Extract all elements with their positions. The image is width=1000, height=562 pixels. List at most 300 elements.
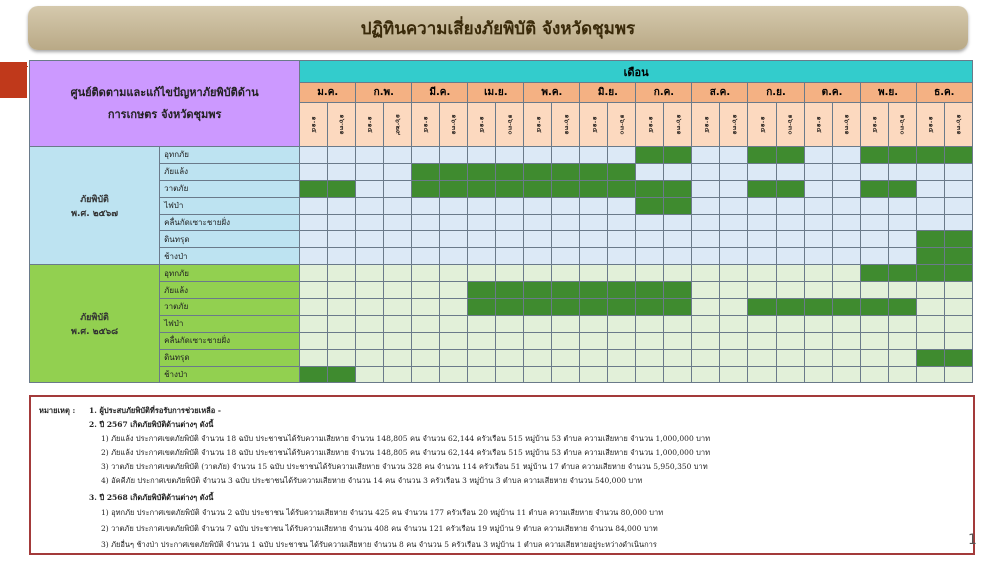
month-name: พ.ย. [860,83,916,103]
risk-cell-empty [748,265,776,282]
half-month-label: ๑๖-๓๐ [506,114,515,135]
risk-cell-empty [776,282,804,299]
half-month-label: ๑๖-๓๐ [618,114,627,135]
half-month-label: ๑๖-๓๑ [338,114,347,135]
risk-cell-empty [580,366,608,383]
risk-cell-empty [888,349,916,366]
half-month-label: ๑๖-๓๑ [730,114,739,135]
risk-cell-active [580,180,608,197]
risk-cell-empty [888,332,916,349]
risk-cell-empty [580,332,608,349]
risk-cell-empty [664,214,692,231]
note-line: 1) ภัยแล้ง ประกาศเขตภัยพิบัติ จำนวน 18 ฉบับ ประชาชนได้รับความเสียหาย จำนวน 148,805 คน จำนวน 62,144 ครัวเรือน 515 หมู่บ้าน 53 ตำบล ความเสียหาย จำนวน 1,000,000 บาท [101,434,711,443]
risk-cell-empty [888,366,916,383]
risk-cell-empty [860,282,888,299]
risk-cell-empty [356,147,384,164]
risk-cell-active [916,349,944,366]
table-row [30,315,973,332]
year-group-title: ภัยพิบัติ [80,194,109,205]
risk-cell-empty [496,332,524,349]
half-month-label: ๑๖-๓๑ [674,114,683,135]
risk-cell-empty [552,332,580,349]
risk-cell-empty [636,214,664,231]
risk-cell-empty [524,366,552,383]
risk-cell-empty [832,197,860,214]
risk-cell-empty [692,282,720,299]
risk-cell-active [916,231,944,248]
month-name: ต.ค. [804,83,860,103]
risk-cell-active [944,231,972,248]
risk-cell-empty [664,366,692,383]
risk-cell-active [776,299,804,316]
risk-cell-empty [356,214,384,231]
risk-cell-empty [440,214,468,231]
risk-cell-empty [412,282,440,299]
risk-cell-empty [860,366,888,383]
half-month-label: ๑-๑๕ [478,116,487,133]
risk-cell-empty [440,366,468,383]
risk-cell-empty [636,332,664,349]
risk-calendar-table [29,60,973,383]
note-line: 2) วาตภัย ประกาศเขตภัยพิบัติ จำนวน 7 ฉบับ ประชาชน ได้รับความเสียหาย จำนวน 408 คน จำนวน 121 ครัวเรือน 19 หมู่บ้าน 9 ตำบล ความเสียหาย จำนวน 84,000 บาท [101,524,658,533]
decorative-red-square [0,62,27,98]
hazard-label: ไฟป่า [160,315,300,332]
half-month-range [384,103,412,147]
risk-cell-empty [916,180,944,197]
risk-cell-empty [356,299,384,316]
risk-cell-empty [664,231,692,248]
risk-cell-empty [524,265,552,282]
half-month-label: ๑-๑๕ [758,116,767,133]
month-name: พ.ค. [524,83,580,103]
risk-cell-empty [692,163,720,180]
risk-cell-empty [692,366,720,383]
half-month-range [496,103,524,147]
risk-cell-empty [748,332,776,349]
risk-cell-empty [384,332,412,349]
note-line: 3) ภัยอื่นๆ ช้างป่า ประกาศเขตภัยพิบัติ จำนวน 1 ฉบับ ประชาชน ได้รับความเสียหาย จำนวน 8 คน จำนวน 5 ครัวเรือน 3 หมู่บ้าน 1 ตำบล ความเสียหายอยู่ระหว่างดำเนินการ [101,540,657,549]
risk-cell-empty [608,315,636,332]
half-month-range [832,103,860,147]
risk-cell-empty [804,366,832,383]
risk-cell-empty [692,332,720,349]
hazard-label: อุทกภัย [160,265,300,282]
risk-cell-empty [412,214,440,231]
risk-cell-active [328,366,356,383]
half-month-label: ๑-๑๕ [702,116,711,133]
slide-number: 1 [968,532,977,548]
risk-cell-empty [776,248,804,265]
risk-cell-empty [916,332,944,349]
risk-cell-empty [440,197,468,214]
half-month-label: ๑-๑๕ [814,116,823,133]
risk-cell-empty [720,366,748,383]
hazard-label: ดินทรุด [160,349,300,366]
half-month-range [944,103,972,147]
risk-cell-empty [384,349,412,366]
risk-cell-empty [328,214,356,231]
risk-cell-empty [664,315,692,332]
risk-cell-empty [524,315,552,332]
table-row [30,349,973,366]
risk-cell-empty [636,248,664,265]
risk-cell-empty [384,299,412,316]
risk-cell-active [440,163,468,180]
risk-cell-empty [468,332,496,349]
risk-cell-empty [356,315,384,332]
table-row [30,332,973,349]
month-name: เม.ย. [468,83,524,103]
risk-cell-empty [356,332,384,349]
risk-cell-empty [440,332,468,349]
risk-cell-empty [860,197,888,214]
risk-cell-empty [692,197,720,214]
half-month-label: ๑๖-๓๐ [898,114,907,135]
risk-cell-empty [496,231,524,248]
risk-cell-active [664,282,692,299]
risk-cell-empty [608,197,636,214]
risk-cell-empty [580,197,608,214]
risk-cell-empty [636,315,664,332]
risk-cell-active [440,180,468,197]
risk-cell-empty [692,349,720,366]
risk-cell-empty [468,197,496,214]
risk-cell-empty [636,349,664,366]
risk-cell-empty [748,231,776,248]
risk-cell-empty [524,197,552,214]
risk-cell-empty [300,349,328,366]
risk-cell-active [664,197,692,214]
half-month-label: ๑๖-๓๑ [954,114,963,135]
risk-cell-empty [384,163,412,180]
risk-cell-empty [916,214,944,231]
risk-cell-active [636,180,664,197]
risk-cell-active [300,180,328,197]
risk-cell-empty [832,231,860,248]
risk-cell-active [496,299,524,316]
risk-cell-active [748,147,776,164]
risk-cell-empty [888,163,916,180]
risk-cell-empty [888,248,916,265]
risk-cell-empty [580,214,608,231]
half-month-range [328,103,356,147]
year-group-label [30,265,160,383]
risk-cell-empty [384,231,412,248]
risk-cell-empty [356,366,384,383]
risk-cell-empty [804,197,832,214]
risk-cell-empty [804,332,832,349]
risk-cell-active [916,248,944,265]
half-month-range [300,103,328,147]
hazard-label: ไฟป่า [160,197,300,214]
risk-cell-empty [888,197,916,214]
risk-cell-empty [552,248,580,265]
risk-cell-empty [356,265,384,282]
risk-cell-active [888,299,916,316]
risk-cell-empty [636,163,664,180]
risk-cell-empty [720,180,748,197]
risk-cell-empty [748,366,776,383]
month-name: ธ.ค. [916,83,972,103]
half-month-label: ๑-๑๕ [646,116,655,133]
risk-cell-empty [356,282,384,299]
risk-cell-empty [720,332,748,349]
risk-cell-empty [692,299,720,316]
risk-cell-empty [748,197,776,214]
half-month-label: ๑๖-๓๑ [562,114,571,135]
risk-cell-empty [888,315,916,332]
risk-cell-empty [776,349,804,366]
risk-cell-empty [636,231,664,248]
risk-cell-empty [888,282,916,299]
table-row [30,180,973,197]
risk-cell-empty [944,197,972,214]
risk-cell-empty [944,332,972,349]
risk-cell-empty [496,248,524,265]
risk-cell-empty [328,163,356,180]
risk-cell-empty [608,265,636,282]
risk-cell-empty [692,147,720,164]
hazard-label: ภัยแล้ง [160,163,300,180]
risk-cell-active [412,163,440,180]
risk-cell-empty [328,315,356,332]
risk-cell-active [748,180,776,197]
risk-cell-empty [608,214,636,231]
risk-cell-empty [384,147,412,164]
risk-cell-empty [860,332,888,349]
risk-cell-active [860,299,888,316]
risk-cell-empty [412,231,440,248]
risk-cell-empty [328,332,356,349]
half-month-label: ๑-๑๕ [310,116,319,133]
half-month-label: ๑-๑๕ [422,116,431,133]
risk-cell-empty [384,366,412,383]
risk-cell-empty [300,197,328,214]
risk-cell-empty [832,180,860,197]
risk-cell-empty [748,349,776,366]
risk-cell-empty [496,197,524,214]
risk-cell-empty [720,214,748,231]
risk-cell-active [664,147,692,164]
risk-cell-empty [804,265,832,282]
risk-cell-empty [944,299,972,316]
half-month-range [412,103,440,147]
half-month-range [356,103,384,147]
risk-cell-active [524,180,552,197]
header-center-name [30,61,300,147]
risk-cell-empty [748,214,776,231]
risk-cell-active [748,299,776,316]
risk-cell-empty [804,231,832,248]
half-month-label: ๑-๑๕ [926,116,935,133]
risk-cell-empty [916,282,944,299]
risk-cell-empty [720,315,748,332]
risk-cell-empty [608,231,636,248]
risk-cell-empty [496,265,524,282]
risk-cell-empty [664,349,692,366]
risk-cell-empty [384,315,412,332]
risk-cell-empty [888,214,916,231]
risk-cell-empty [860,315,888,332]
risk-cell-empty [580,231,608,248]
risk-cell-empty [692,265,720,282]
risk-cell-empty [580,265,608,282]
risk-cell-empty [608,332,636,349]
risk-cell-empty [776,332,804,349]
risk-cell-empty [412,197,440,214]
risk-cell-empty [356,248,384,265]
risk-cell-active [804,299,832,316]
risk-cell-empty [496,147,524,164]
half-month-range [608,103,636,147]
risk-cell-empty [524,332,552,349]
risk-cell-empty [804,180,832,197]
month-name: ส.ค. [692,83,748,103]
risk-cell-empty [580,349,608,366]
risk-cell-active [860,265,888,282]
risk-cell-empty [300,248,328,265]
half-month-range [776,103,804,147]
month-name: มี.ค. [412,83,468,103]
risk-cell-empty [412,332,440,349]
decorative-red-line [0,66,28,67]
risk-cell-empty [524,214,552,231]
risk-cell-empty [468,349,496,366]
risk-cell-empty [356,163,384,180]
hazard-label: อุทกภัย [160,147,300,164]
hazard-label: วาตภัย [160,299,300,316]
half-month-label: ๑๖-๓๐ [786,114,795,135]
risk-cell-empty [720,248,748,265]
risk-cell-empty [608,248,636,265]
risk-cell-empty [552,197,580,214]
risk-cell-active [468,163,496,180]
half-month-range [720,103,748,147]
risk-cell-empty [328,299,356,316]
table-row [30,197,973,214]
risk-cell-empty [356,180,384,197]
risk-cell-empty [468,147,496,164]
risk-cell-empty [300,332,328,349]
note-line: 1. ผู้ประสบภัยพิบัติที่รอรับการช่วยเหลือ - [89,406,221,415]
risk-cell-empty [440,147,468,164]
risk-cell-empty [552,147,580,164]
risk-cell-empty [496,315,524,332]
risk-cell-active [888,265,916,282]
risk-cell-empty [328,197,356,214]
risk-cell-empty [412,315,440,332]
risk-cell-empty [328,231,356,248]
risk-cell-empty [916,299,944,316]
risk-cell-empty [860,231,888,248]
risk-cell-active [580,282,608,299]
risk-cell-empty [692,315,720,332]
risk-cell-active [944,147,972,164]
risk-cell-empty [524,349,552,366]
risk-cell-empty [944,366,972,383]
risk-cell-active [468,299,496,316]
risk-cell-empty [916,197,944,214]
risk-cell-active [916,147,944,164]
risk-cell-empty [664,248,692,265]
risk-cell-empty [412,366,440,383]
risk-cell-empty [412,248,440,265]
risk-cell-empty [552,231,580,248]
risk-cell-empty [608,349,636,366]
risk-cell-active [552,299,580,316]
risk-cell-empty [804,282,832,299]
risk-cell-empty [720,147,748,164]
half-month-range [692,103,720,147]
notes-label: หมายเหตุ : [39,406,76,415]
table-row [30,265,973,282]
hazard-label: ดินทรุด [160,231,300,248]
risk-cell-empty [776,265,804,282]
risk-cell-empty [328,349,356,366]
risk-cell-empty [748,163,776,180]
risk-cell-empty [524,147,552,164]
risk-cell-empty [300,282,328,299]
risk-cell-empty [832,265,860,282]
risk-cell-empty [328,248,356,265]
risk-cell-empty [860,214,888,231]
risk-cell-empty [468,231,496,248]
month-name: มิ.ย. [580,83,636,103]
risk-cell-active [888,147,916,164]
risk-cell-empty [384,282,412,299]
note-line: 3) วาตภัย ประกาศเขตภัยพิบัติ (วาตภัย) จำนวน 15 ฉบับ ประชาชนได้รับความเสียหาย จำนวน 328 คน จำนวน 114 ครัวเรือน 51 หมู่บ้าน 17 ตำบล ความเสียหาย จำนวน 5,950,350 บาท [101,462,708,471]
risk-cell-active [832,299,860,316]
note-line: 4) อัคคีภัย ประกาศเขตภัยพิบัติ จำนวน 3 ฉบับ ประชาชนได้รับความเสียหาย จำนวน 14 คน จำนวน 3 ครัวเรือน 3 หมู่บ้าน 3 ตำบล ความเสียหาย จำนวน 540,000 บาท [101,476,643,485]
risk-cell-active [552,282,580,299]
risk-cell-empty [692,214,720,231]
month-name: ก.ย. [748,83,804,103]
risk-cell-empty [720,197,748,214]
months-header: เดือน [300,61,973,83]
risk-cell-empty [944,214,972,231]
risk-cell-empty [468,265,496,282]
risk-cell-active [888,180,916,197]
risk-cell-empty [916,163,944,180]
risk-cell-empty [552,349,580,366]
risk-cell-empty [832,282,860,299]
risk-cell-empty [776,197,804,214]
risk-cell-empty [412,299,440,316]
risk-cell-active [608,299,636,316]
risk-cell-empty [944,180,972,197]
half-month-range [916,103,944,147]
risk-cell-empty [944,282,972,299]
risk-cell-active [524,282,552,299]
table-row [30,282,973,299]
risk-cell-empty [832,214,860,231]
risk-cell-active [608,180,636,197]
risk-cell-empty [440,248,468,265]
risk-cell-active [636,299,664,316]
month-name: ม.ค. [300,83,356,103]
risk-cell-empty [720,299,748,316]
half-month-range [804,103,832,147]
risk-cell-empty [664,163,692,180]
risk-cell-empty [468,248,496,265]
risk-cell-empty [776,214,804,231]
risk-cell-empty [776,366,804,383]
risk-cell-empty [580,248,608,265]
hazard-label: วาตภัย [160,180,300,197]
risk-cell-active [328,180,356,197]
table-row [30,231,973,248]
risk-cell-empty [300,299,328,316]
